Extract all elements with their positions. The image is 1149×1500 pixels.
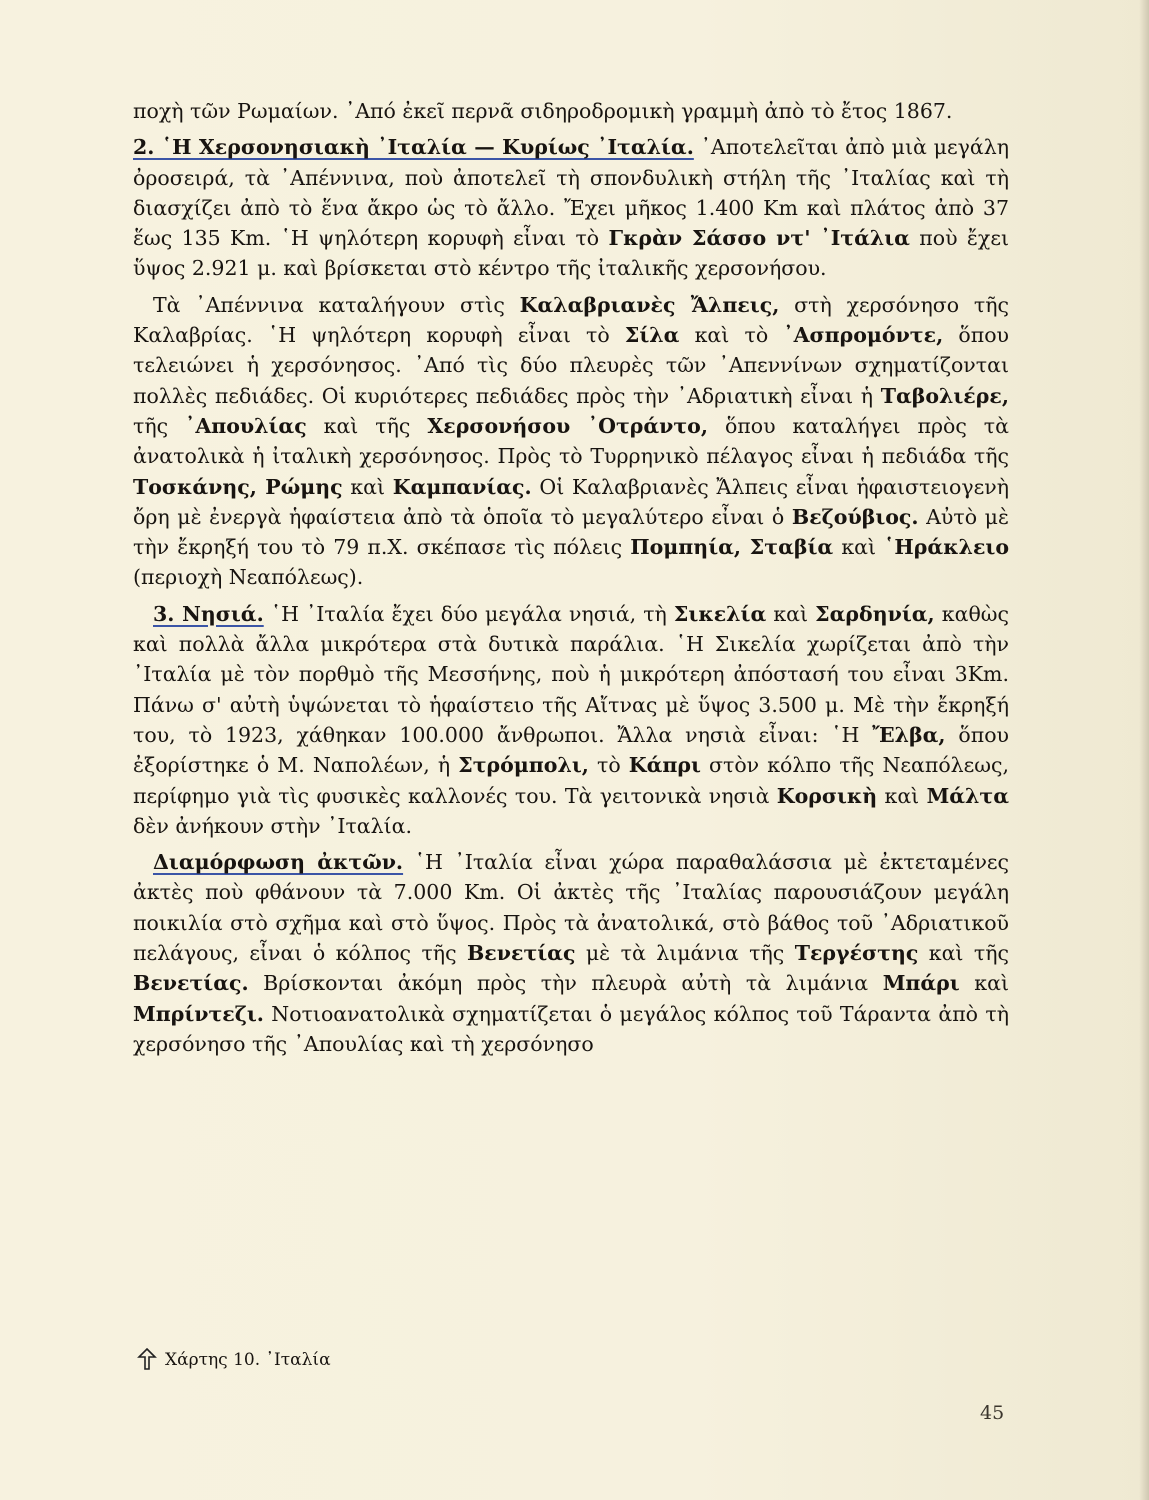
bold-term: Βενετίας. — [133, 971, 249, 996]
text-run: στὴ χερσόνησο τῆς Καλαβρίας. ῾Η ψηλότερη κορυφὴ εἶναι τὸ — [133, 292, 1009, 348]
text-run: καὶ — [877, 783, 927, 808]
bold-term: Βεζούβιος. — [791, 504, 919, 529]
bold-term: Ταβολιέρε, — [880, 383, 1009, 408]
text-run: μὲ τὰ λιμάνια τῆς — [575, 941, 795, 966]
text-run: καὶ — [833, 535, 885, 560]
bold-term: Βενετίας — [466, 941, 576, 966]
text-run: ὅπου τελειώνει ἡ χερσόνησος. ᾿Από τὶς δύο πλευρὲς τῶν ᾿Απεννίνων σχηματίζονται πολλὲς πεδιάδες. Οἱ κυριότερες πεδιάδες πρὸς τὴν ᾿Αδριατικὴ εἶναι ἡ — [133, 323, 1010, 408]
map-reference-icon — [137, 1348, 157, 1372]
bold-term: Σίλα — [624, 323, 680, 348]
bold-term: Σικελία — [673, 601, 767, 626]
text-run: Τὰ ᾿Απέννινα καταλήγουν στὶς — [153, 292, 520, 317]
bold-term: ῾Ηράκλειο — [884, 535, 1009, 560]
text-run: ᾿Αποτελεῖται ἀπὸ μιὰ μεγάλη ὀροσειρά, τὰ ᾿Απέννινα, ποὺ ἀποτελεῖ τὴ σπονδυλικὴ στήλη τῆς ᾿Ιταλίας καὶ τὴ διασχίζει ἀπὸ τὸ ἕνα ἄκρο ὡς τὸ ἄλλο. Ἔχει μῆκος 1.400 Km καὶ πλάτος ἀπὸ 37 ἕως 135 Km. ῾Η ψηλότερη κορυφὴ εἶναι τὸ — [133, 135, 1009, 251]
bold-term: Τεργέστης — [794, 941, 919, 966]
bold-term: Χερσονήσου ᾿Οτράντο, — [427, 413, 708, 438]
text-run: στὸν κόλπο τῆς Νεαπόλεως, περίφημο γιὰ τὶς φυσικὲς καλλονές του. Τὰ γειτονικὰ νησιὰ — [133, 753, 1009, 808]
section-heading: 3. Νησιά. — [153, 601, 264, 626]
paragraph — [133, 290, 1009, 593]
bold-term: Στρόμπολι, — [458, 753, 589, 778]
section-heading: 2. ῾Η Χερσονησιακὴ ᾿Ιταλία — Κυρίως ᾿Ιταλία. — [133, 135, 694, 160]
section-heading: Διαμόρφωση ἀκτῶν. — [153, 850, 404, 875]
bold-term: Μπάρι — [882, 971, 960, 996]
text-run: Οἱ Καλαβριανὲς Ἄλπεις εἶναι ἡφαιστειογενὴ ὄρη μὲ ἐνεργὰ ἡφαίστεια ἀπὸ τὰ ὁποῖα τὸ μεγαλύτερο εἶναι ὁ — [133, 474, 1009, 529]
text-run: ποχὴ τῶν Ρωμαίων. ᾿Από ἐκεῖ περνᾶ σιδηροδρομικὴ γραμμὴ ἀπὸ τὸ ἔτος 1867. — [133, 99, 953, 123]
text-run: καθὼς καὶ πολλὰ ἄλλα μικρότερα στὰ δυτικὰ παράλια. ῾Η Σικελία χωρίζεται ἀπὸ τὴν ᾿Ιταλία μὲ τὸν πορθμὸ τῆς Μεσσήνης, ποὺ ἡ μικρότερη ἀπόστασή του εἶναι 3Km. Πάνω σ' αὐτὴ ὑψώνεται τὸ ἡφαίστειο τῆς Αἴτνας μὲ ὕψος 3.500 μ. Μὲ τὴν ἔκρηξή του, τὸ 1923, χάθηκαν 100.000 ἄνθρωποι. Ἄλλα νησιὰ εἶναι: ῾Η — [133, 601, 1009, 747]
text-run: Βρίσκονται ἀκόμη πρὸς τὴν πλευρὰ αὐτὴ τὰ λιμάνια — [248, 971, 883, 996]
text-run: ὅπου καταλήγει πρὸς τὰ ἀνατολικὰ ἡ ἰταλικὴ χερσόνησος. Πρὸς τὸ Τυρρηνικὸ πέλαγος εἶναι ἡ πεδιάδα τῆς — [133, 413, 1009, 469]
text-run: (περιοχὴ Νεαπόλεως). — [133, 565, 364, 590]
map-caption — [137, 1348, 331, 1372]
bold-term: Κορσικὴ — [776, 783, 878, 808]
text-run: καὶ — [959, 971, 1009, 996]
paragraph — [133, 132, 1009, 283]
bold-term: Κάπρι — [628, 753, 701, 778]
bold-term: Ἔλβα, — [872, 722, 946, 747]
text-run: ποὺ ἔχει ὕψος 2.921 μ. καὶ βρίσκεται στὸ κέντρο τῆς ἰταλικῆς χερσονήσου. — [133, 226, 1009, 281]
text-run: Αὐτὸ μὲ τὴν ἔκρηξή του τὸ 79 π.Χ. σκέπασε τὶς πόλεις — [133, 504, 1009, 560]
text-run: καὶ τῆς — [918, 941, 1009, 966]
bold-term: Μπρίντεζι. — [133, 1001, 264, 1026]
bold-term: Σαρδηνία, — [815, 601, 935, 626]
text-run: καὶ — [766, 601, 816, 626]
bold-term: Καμπανίας. — [392, 474, 532, 499]
text-run: καὶ τῆς — [306, 413, 428, 438]
text-run: τὸ — [588, 753, 629, 778]
caption-text: Χάρτης 10. ᾿Ιταλία — [165, 1350, 331, 1370]
page-edge-shadow — [1139, 0, 1149, 1500]
bold-term: ᾿Ασπρομόντε, — [783, 323, 944, 348]
text-run: ὅπου ἐξορίστηκε ὁ Μ. Ναπολέων, ἡ — [133, 722, 1009, 778]
page-number: 45 — [980, 1402, 1005, 1424]
body-text — [133, 96, 1009, 1065]
paragraph — [133, 96, 1009, 126]
text-run: Νοτιοανατολικὰ σχηματίζεται ὁ μεγάλος κόλπος τοῦ Τάραντα ἀπὸ τὴ χερσόνησο τῆς ᾿Απουλίας καὶ τὴ χερσόνησο — [133, 1001, 1009, 1056]
bold-term: Πομπηία, Σταβία — [630, 535, 834, 560]
text-run: ῾Η ᾿Ιταλία εἶναι χώρα παραθαλάσσια μὲ ἐκτεταμένες ἀκτὲς ποὺ φθάνουν τὰ 7.000 Km. Οἱ ἀκτὲς τῆς ᾿Ιταλίας παρουσιάζουν μεγάλη ποικιλία στὸ σχῆμα καὶ στὸ ὕψος. Πρὸς τὰ ἀνατολικά, στὸ βάθος τοῦ ᾿Αδριατικοῦ πελάγους, εἶναι ὁ κόλπος τῆς — [133, 850, 1010, 966]
paragraph — [133, 599, 1009, 841]
bold-term: Μάλτα — [926, 783, 1009, 808]
bold-term: Καλαβριανὲς Ἄλπεις, — [519, 292, 780, 317]
bold-term: ᾿Απουλίας — [185, 413, 307, 438]
bold-term: Τοσκάνης, Ρώμης — [133, 474, 343, 499]
text-run: ῾Η ᾿Ιταλία ἔχει δύο μεγάλα νησιά, τὴ — [263, 601, 674, 626]
paragraph — [133, 847, 1009, 1059]
text-run: δὲν ἀνήκουν στὴν ᾿Ιταλία. — [133, 813, 413, 838]
text-run: τῆς — [133, 413, 186, 438]
text-run: καὶ τὸ — [679, 323, 784, 348]
bold-term: Γκρὰν Σάσσο ντ' ᾿Ιτάλια — [608, 226, 910, 251]
text-run: καὶ — [342, 474, 393, 499]
